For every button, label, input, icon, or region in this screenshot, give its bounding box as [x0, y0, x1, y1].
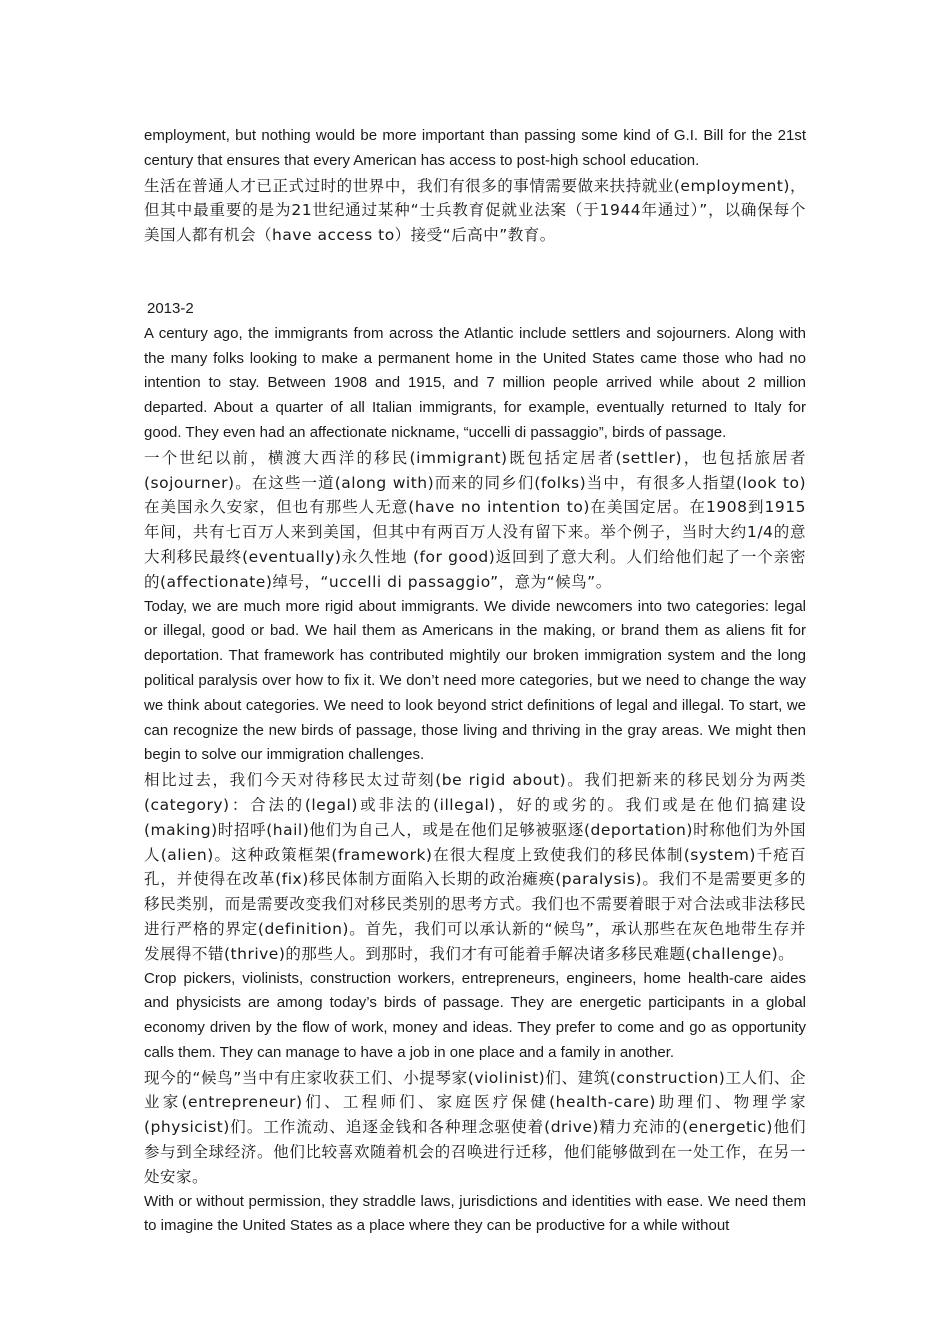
document-body: [144, 124, 806, 1239]
english-paragraph: Today, we are much more rigid about immigrants. We divide newcomers into two categories: legal or illegal, good or bad. We hail them as Americans in the making, or brand them as aliens fit for deportation. That framework has contributed mightily our broken immigration system and the long political paralysis over how to fix it. We don’t need more categories, but we need to change the way we think about categories. We need to look beyond strict definitions of legal and illegal. To start, we can recognize the new birds of passage, those living and thriving in the gray areas. We might then begin to solve our immigration challenges.: [144, 597, 806, 764]
english-paragraph: employment, but nothing would be more important than passing some kind of G.I. Bill for the 21st century that ensures that every American has access to post-high school education.: [144, 127, 806, 169]
chinese-translation-paragraph: 生活在普通人才已正式过时的世界中，我们有很多的事情需要做来扶持就业(employment)，但其中最重要的是为21世纪通过某种“士兵教育促就业法案（于1944年通过）”，以确保每个美国人都有机会（have access to）接受“后高中”教育。: [144, 176, 806, 245]
english-paragraph: With or without permission, they straddle laws, jurisdictions and identities with ease. We need them to imagine the United States as a place where they can be productive for a while without: [144, 1192, 806, 1235]
section-label: 2013-2: [147, 299, 194, 317]
english-paragraph: A century ago, the immigrants from across the Atlantic include settlers and sojourners. Along with the many folks looking to make a permanent home in the United States came those who had no intention to stay. Between 1908 and 1915, and 7 million people arrived while about 2 million departed. About a quarter of all Italian immigrants, for example, eventually returned to Italy for good. They even had an affectionate nickname, “uccelli di passaggio”, birds of passage.: [144, 324, 806, 441]
section-spacer: [144, 248, 806, 297]
chinese-translation-paragraph: 一个世纪以前，横渡大西洋的移民(immigrant)既包括定居者(settler)，也包括旅居者(sojourner)。在这些一道(along with)而来的同乡们(folks)当中，有很多人指望(look to)在美国永久安家，但也有那些人无意(have no intention to)在美国定居。在1908到1915年间，共有七百万人来到美国，但其中有两百万人没有留下来。举个例子，当时大约1/4的意大利移民最终(eventually)永久性地 (for good)返回到了意大利。人们给他们起了一个亲密的(affectionate)绰号，“uccelli di passaggio”，意为“候鸟”。: [144, 448, 806, 591]
chinese-translation-paragraph: 相比过去，我们今天对待移民太过苛刻(be rigid about)。我们把新来的移民划分为两类(category)：合法的(legal)或非法的(illegal)，好的或劣的。我们或是在他们搞建设(making)时招呼(hail)他们为自己人，或是在他们足够被驱逐(deportation)时称他们为外国人(alien)。这种政策框架(framework)在很大程度上致使我们的移民体制(system)千疮百孔，并使得在改革(fix)移民体制方面陷入长期的政治瘫痪(paralysis)。我们不是需要更多的移民类别，而是需要改变我们对移民类别的思考方式。我们也不需要着眼于对合法或非法移民进行严格的界定(definition)。首先，我们可以承认新的“候鸟”，承认那些在灰色地带生存并发展得不错(thrive)的那些人。到那时，我们才有可能着手解决诸多移民难题(challenge)。: [144, 771, 806, 963]
english-paragraph: Crop pickers, violinists, construction workers, entrepreneurs, engineers, home health-care aides and physicists are among today’s birds of passage. They are energetic participants in a global economy driven by the flow of work, money and ideas. They prefer to come and go as opportunity calls them. They can manage to have a job in one place and a family in another.: [144, 969, 806, 1061]
chinese-translation-paragraph: 现今的“候鸟”当中有庄家收获工们、小提琴家(violinist)们、建筑(construction)工人们、企业家(entrepreneur)们、工程师们、家庭医疗保健(health-care)助理们、物理学家(physicist)们。工作流动、追逐金钱和各种理念驱使着(drive)精力充沛的(energetic)他们参与到全球经济。他们比较喜欢随着机会的召唤进行迁移，他们能够做到在一处工作，在另一处安家。: [144, 1068, 806, 1186]
